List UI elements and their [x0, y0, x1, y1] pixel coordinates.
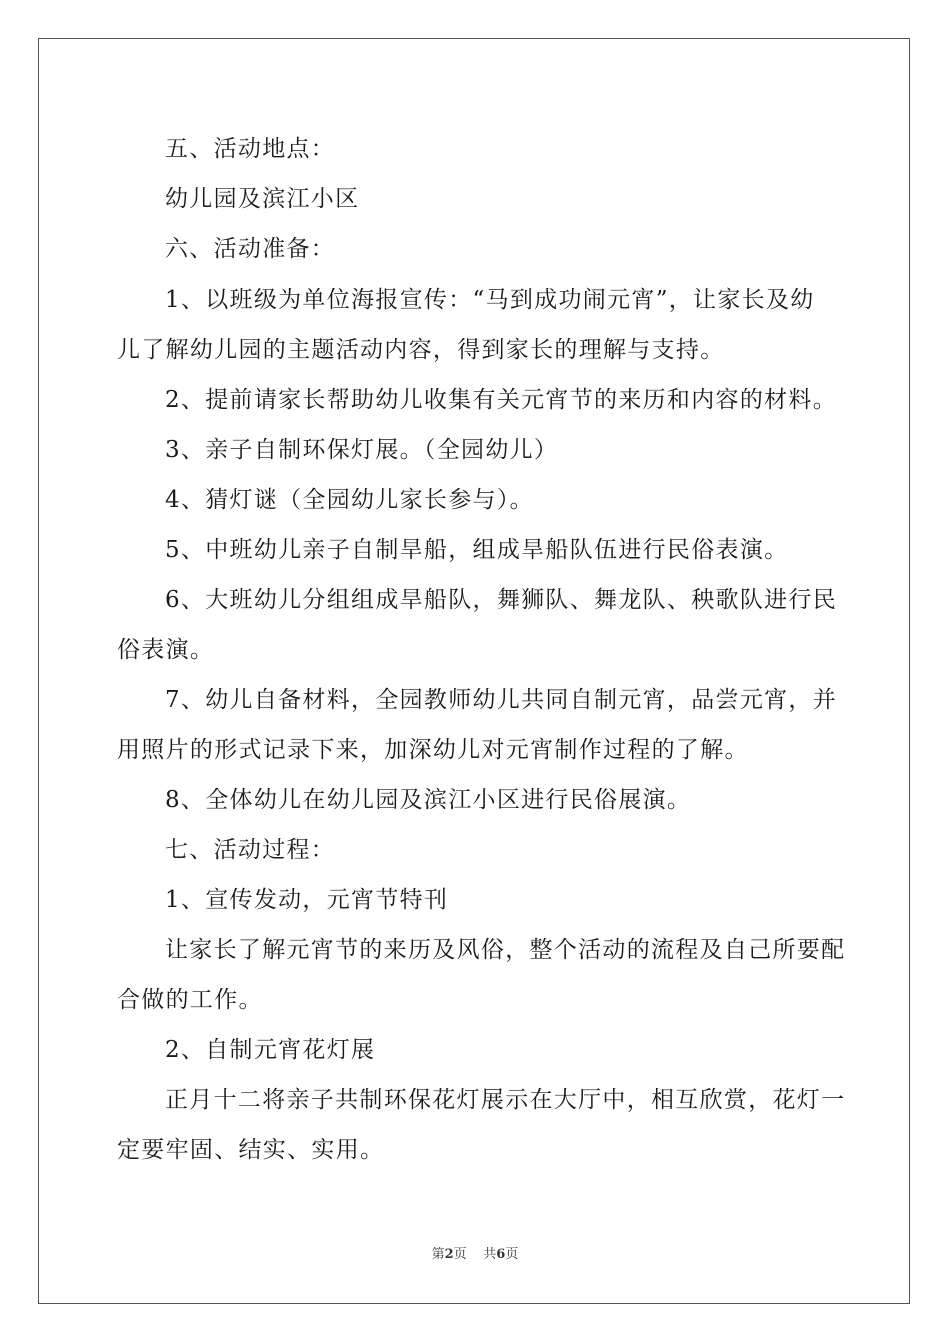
section-heading-location: 五、活动地点： [165, 136, 336, 162]
paragraph-line: 8、全体幼儿在幼儿园及滨江小区进行民俗展演。 [165, 787, 692, 813]
paragraph-line: 幼儿园及滨江小区 [165, 186, 360, 212]
page-total-suffix: 页 [505, 1247, 519, 1262]
page-total-prefix: 共 [483, 1247, 497, 1262]
page-total: 6 [496, 1247, 506, 1262]
paragraph-line: 3、亲子自制环保灯展。（全园幼儿） [165, 437, 559, 463]
paragraph-line: 2、自制元宵花灯展 [165, 1037, 376, 1063]
paragraph-line: 用照片的形式记录下来，加深幼儿对元宵制作过程的了解。 [117, 737, 749, 763]
page-number-prefix: 第 [431, 1247, 445, 1262]
paragraph-line: 儿了解幼儿园的主题活动内容，得到家长的理解与支持。 [117, 337, 725, 363]
page-number-suffix: 页 [453, 1247, 467, 1262]
page-footer [0, 1246, 950, 1264]
paragraph-line: 4、猜灯谜（全园幼儿家长参与）。 [165, 487, 534, 513]
paragraph-line: 俗表演。 [117, 637, 215, 663]
paragraph-line: 2、提前请家长帮助幼儿收集有关元宵节的来历和内容的材料。 [165, 387, 838, 413]
section-heading-process: 七、活动过程： [165, 837, 336, 863]
paragraph-line: 正月十二将亲子共制环保花灯展示在大厅中，相互欣赏，花灯一 [165, 1087, 846, 1113]
paragraph-line: 让家长了解元宵节的来历及风俗，整个活动的流程及自己所要配 [165, 937, 846, 963]
paragraph-line: 6、大班幼儿分组组成旱船队，舞狮队、舞龙队、秧歌队进行民 [165, 587, 838, 613]
paragraph-line: 5、中班幼儿亲子自制旱船，组成旱船队伍进行民俗表演。 [165, 537, 789, 563]
paragraph-line: 7、幼儿自备材料，全园教师幼儿共同自制元宵，品尝元宵，并 [165, 687, 838, 713]
paragraph-line: 定要牢固、结实、实用。 [117, 1137, 385, 1163]
section-heading-preparation: 六、活动准备： [165, 236, 336, 262]
page-number-current: 2 [444, 1247, 454, 1262]
paragraph-line: 合做的工作。 [117, 987, 263, 1013]
paragraph-line: 1、以班级为单位海报宣传：“马到成功闹元宵”，让家长及幼 [165, 287, 815, 313]
paragraph-line: 1、宣传发动，元宵节特刊 [165, 887, 449, 913]
